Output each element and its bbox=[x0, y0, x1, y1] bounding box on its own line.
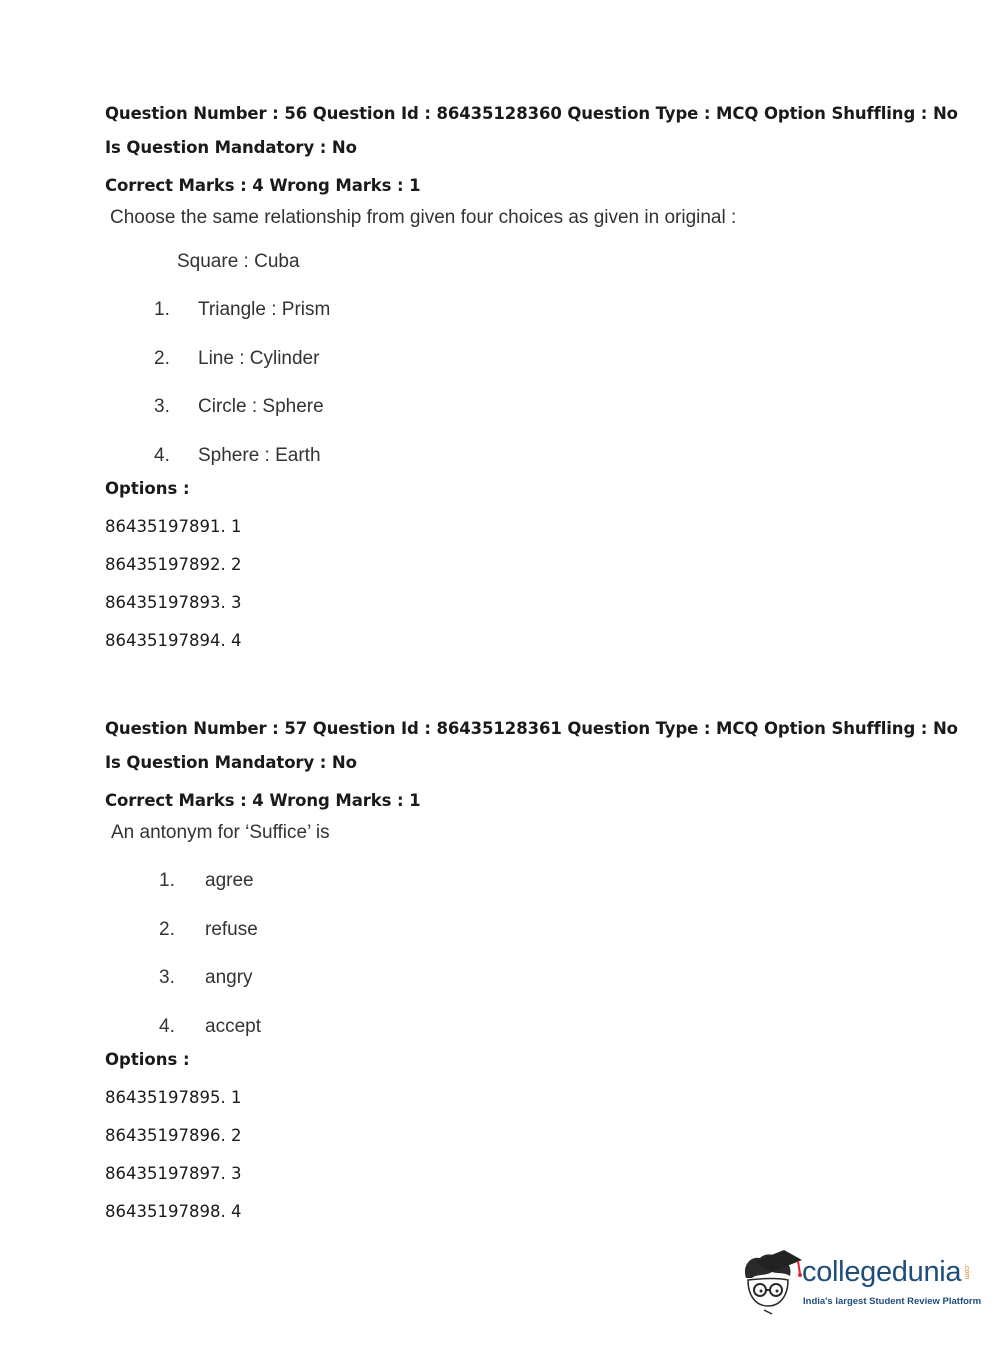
option-id: 86435197895. 1 bbox=[105, 1087, 242, 1107]
choice-text: Triangle : Prism bbox=[198, 299, 331, 320]
choice-number: 1. bbox=[154, 299, 170, 320]
logo-tagline: India's largest Student Review Platform bbox=[803, 1296, 982, 1307]
choice-number: 4. bbox=[154, 444, 170, 466]
choice-list bbox=[105, 295, 965, 477]
question-stem: An antonym for ‘Suffice’ is bbox=[111, 822, 330, 843]
options-label: Options : bbox=[105, 478, 190, 498]
logo-com: .com bbox=[963, 1264, 970, 1280]
choice-item bbox=[105, 963, 965, 1012]
choice-number: 1. bbox=[159, 870, 175, 891]
choice-text: refuse bbox=[205, 918, 258, 940]
choice-number: 2. bbox=[159, 918, 175, 940]
question-header: Question Number : 56 Question Id : 86435128360 Question Type : MCQ Option Shuffling : No bbox=[105, 104, 958, 123]
choice-text: accept bbox=[205, 1015, 261, 1037]
logo-wordmark: collegedunia bbox=[802, 1256, 962, 1288]
mascot-icon bbox=[740, 1248, 804, 1318]
choice-item bbox=[105, 441, 965, 477]
choice-number: 3. bbox=[159, 967, 175, 988]
choice-item bbox=[105, 295, 965, 344]
choice-item bbox=[105, 344, 965, 393]
choice-text: Circle : Sphere bbox=[198, 396, 324, 417]
marks-line: Correct Marks : 4 Wrong Marks : 1 bbox=[105, 791, 421, 810]
option-id: 86435197898. 4 bbox=[105, 1201, 242, 1221]
mandatory-line: Is Question Mandatory : No bbox=[105, 753, 357, 772]
given-pair: Square : Cuba bbox=[177, 251, 300, 272]
choice-number: 2. bbox=[154, 347, 170, 369]
option-id: 86435197892. 2 bbox=[105, 554, 242, 574]
choice-text: Sphere : Earth bbox=[198, 444, 321, 466]
question-56 bbox=[105, 97, 965, 653]
option-id: 86435197896. 2 bbox=[105, 1125, 242, 1145]
choice-item bbox=[105, 915, 965, 964]
choice-text: angry bbox=[205, 967, 253, 988]
option-id: 86435197894. 4 bbox=[105, 630, 242, 650]
mandatory-line: Is Question Mandatory : No bbox=[105, 138, 357, 157]
choice-item bbox=[105, 392, 965, 441]
options-label: Options : bbox=[105, 1049, 190, 1069]
choice-item bbox=[105, 866, 965, 915]
collegedunia-logo bbox=[740, 1248, 982, 1318]
option-id: 86435197891. 1 bbox=[105, 516, 242, 536]
marks-line: Correct Marks : 4 Wrong Marks : 1 bbox=[105, 176, 421, 195]
option-id: 86435197893. 3 bbox=[105, 592, 242, 612]
choice-number: 3. bbox=[154, 396, 170, 417]
choice-list bbox=[105, 866, 965, 1048]
option-id: 86435197897. 3 bbox=[105, 1163, 242, 1183]
question-57 bbox=[105, 712, 965, 1224]
choice-item bbox=[105, 1012, 965, 1048]
question-header: Question Number : 57 Question Id : 86435128361 Question Type : MCQ Option Shuffling : No bbox=[105, 719, 958, 738]
choice-text: Line : Cylinder bbox=[198, 347, 320, 369]
choice-text: agree bbox=[205, 870, 254, 891]
choice-number: 4. bbox=[159, 1015, 175, 1037]
question-stem: Choose the same relationship from given four choices as given in original : bbox=[110, 207, 737, 228]
